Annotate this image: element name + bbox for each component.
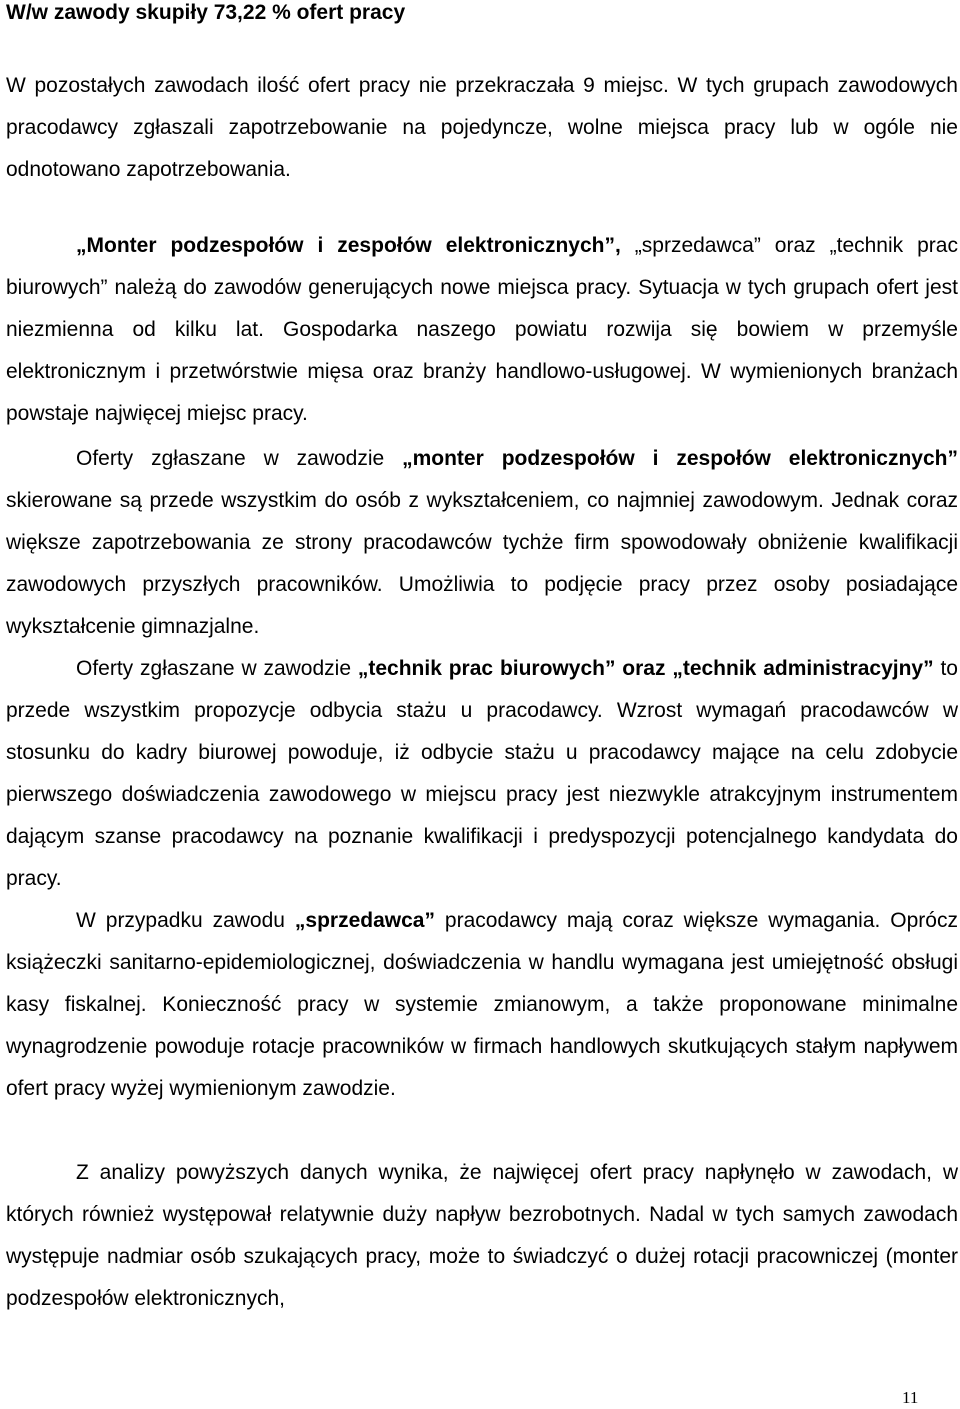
bold-phrase-monter: „monter podzespołów i zespołów elektronicznych” <box>402 447 958 470</box>
paragraph-text: W przypadku zawodu <box>76 909 295 932</box>
document-page <box>6 0 958 1310</box>
paragraph-text: pracodawcy mają coraz większe wymagania. Oprócz książeczki sanitarno-epidemiologicznej, doświadczenia w handlu wymagana jest umiejętność obsługi kasy fiskalnej. Konieczność pracy w systemie zmianowym, a także proponowane minimalne wynagrodzenie powoduje rotacje pracowników w firmach handlowych skutkujących stałym napływem ofert pracy wyżej wymienionym zawodzie. <box>6 909 958 1100</box>
paragraph-intro: W pozostałych zawodach ilość ofert pracy nie przekraczała 9 miejsc. W tych grupach zawodowych pracodawcy zgłaszali zapotrzebowanie na pojedyncze, wolne miejsca pracy lub w ogóle nie odnotowano zapotrzebowania. <box>6 74 958 181</box>
paragraph-text: to przede wszystkim propozycje odbycia stażu u pracodawcy. Wzrost wymagań pracodawców w stosunku do kadry biurowej powoduje, iż odbycie stażu u pracodawcy mające na celu zdobycie pierwszego doświadczenia zawodowego w miejscu pracy jest niezwykle atrakcyjnym instrumentem dającym szanse pracodawcy na poznanie kwalifikacji i predyspozycji potencjalnego kandydata do pracy. <box>6 657 958 890</box>
paragraph-technik <box>6 648 958 900</box>
paragraph-text: Oferty zgłaszane w zawodzie <box>76 657 358 680</box>
paragraph-monter <box>6 438 958 648</box>
paragraph-text: skierowane są przede wszystkim do osób z wykształceniem, co najmniej zawodowym. Jednak coraz większe zapotrzebowania ze strony pracodawców tychże firm spowodowały obniżenie kwalifikacji zawodowych przyszłych pracowników. Umożliwia to podjęcie pracy przez osoby posiadające wykształcenie gimnazjalne. <box>6 489 958 638</box>
section-heading: W/w zawody skupiły 73,22 % ofert pracy <box>6 1 406 24</box>
paragraph-top-professions <box>6 225 958 435</box>
paragraph-text: Oferty zgłaszane w zawodzie <box>76 447 403 470</box>
bold-phrase-sprzedawca: „sprzedawca” <box>294 909 435 932</box>
bold-phrase-technik: „technik prac biurowych” oraz „technik administracyjny” <box>357 657 934 680</box>
paragraph-analysis: Z analizy powyższych danych wynika, że najwięcej ofert pracy napłynęło w zawodach, w których również występował relatywnie duży napływ bezrobotnych. Nadal w tych samych zawodach występuje nadmiar osób szukających pracy, może to świadczyć o dużej rotacji pracowniczej (monter podzespołów elektronicznych, <box>6 1161 958 1310</box>
paragraph-sprzedawca <box>6 900 958 1110</box>
bold-phrase-monter: „Monter podzespołów i zespołów elektronicznych”, <box>76 234 621 257</box>
page-number: 11 <box>902 1388 919 1407</box>
paragraph-text: „sprzedawca” oraz „technik prac biurowych” należą do zawodów generujących nowe miejsca pracy. Sytuacja w tych grupach ofert jest niezmienna od kilku lat. Gospodarka naszego powiatu rozwija się bowiem w przemyśle elektronicznym i przetwórstwie mięsa oraz branży handlowo-usługowej. W wymienionych branżach powstaje najwięcej miejsc pracy. <box>6 234 958 425</box>
